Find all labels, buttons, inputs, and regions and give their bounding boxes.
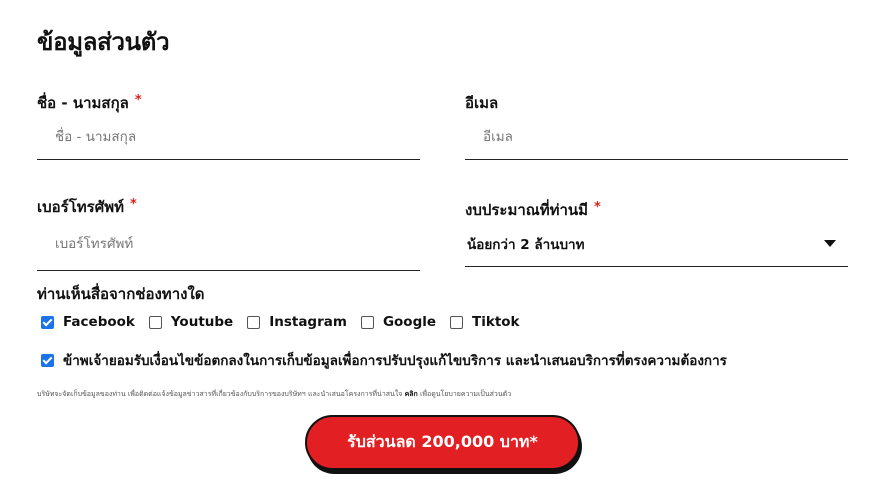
budget-field xyxy=(465,199,848,267)
checkbox-google[interactable] xyxy=(361,316,374,329)
phone-label: เบอร์โทรศัพท์ xyxy=(37,198,125,216)
budget-selected-value: น้อยกว่า 2 ล้านบาท xyxy=(467,236,585,253)
source-option-youtube[interactable] xyxy=(149,314,233,330)
privacy-text-end: เพื่อดูนโยบายความเป็นส่วนตัว xyxy=(417,390,512,398)
required-mark: * xyxy=(594,200,601,215)
privacy-note xyxy=(37,389,511,400)
budget-label-row xyxy=(465,199,848,221)
privacy-text: บริษัทจะจัดเก็บข้อมูลของท่าน เพื่อติดต่อแจ้งข้อมูลข่าวสารที่เกี่ยวข้องกับบริการของบริษัทฯ และนำเสนอโครงการที่น่าสนใจ xyxy=(37,390,405,398)
source-option-label: Instagram xyxy=(269,314,347,330)
source-option-facebook[interactable] xyxy=(41,314,135,330)
name-label-row xyxy=(37,92,420,114)
submit-discount-button[interactable]: รับส่วนลด 200,000 บาท* xyxy=(305,415,580,470)
checkbox-instagram[interactable] xyxy=(247,316,260,329)
name-input[interactable] xyxy=(37,114,420,160)
required-mark: * xyxy=(134,93,142,108)
required-mark: * xyxy=(130,197,137,212)
email-input[interactable] xyxy=(465,114,848,160)
name-field xyxy=(37,92,420,160)
checkbox-youtube[interactable] xyxy=(149,316,162,329)
source-option-label: Tiktok xyxy=(472,314,520,330)
phone-field xyxy=(37,196,420,271)
phone-label-row xyxy=(37,196,420,218)
caret-down-icon[interactable] xyxy=(824,240,836,247)
source-option-label: Youtube xyxy=(170,314,234,330)
consent-checkbox[interactable] xyxy=(41,354,54,367)
source-option-google[interactable] xyxy=(361,314,436,330)
source-option-instagram[interactable] xyxy=(247,314,347,330)
email-field xyxy=(465,92,848,160)
consent-label: ข้าพเจ้ายอมรับเงื่อนไขข้อตกลงในการเก็บข้อมูลเพื่อการปรับปรุงแก้ไขบริการ และนำเสนอบริการที่ตรงความต้องการ xyxy=(63,353,727,369)
checkbox-tiktok[interactable] xyxy=(450,316,463,329)
source-title: ท่านเห็นสื่อจากช่องทางใด xyxy=(37,285,205,303)
budget-select[interactable] xyxy=(465,221,848,267)
source-option-tiktok[interactable] xyxy=(450,314,520,330)
checkbox-facebook[interactable] xyxy=(41,316,54,329)
source-option-label: Facebook xyxy=(63,314,135,330)
email-label: อีเมล xyxy=(465,94,499,112)
form-title: ข้อมูลส่วนตัว xyxy=(37,28,170,56)
privacy-link[interactable]: คลิก xyxy=(404,390,418,398)
budget-label: งบประมาณที่ท่านมี xyxy=(465,201,589,219)
name-label: ชื่อ - นามสกุล xyxy=(37,94,129,112)
consent-row[interactable] xyxy=(41,349,727,371)
source-option-label: Google xyxy=(382,314,437,330)
phone-input[interactable] xyxy=(37,218,420,271)
source-options xyxy=(41,313,534,331)
